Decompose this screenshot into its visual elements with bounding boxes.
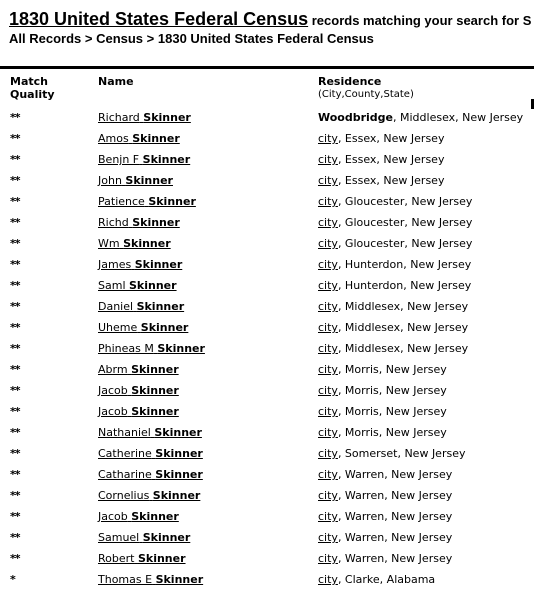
surname: Skinner: [132, 216, 180, 229]
table-row: [0, 405, 534, 426]
name-cell: [98, 468, 203, 481]
table-row: [0, 174, 534, 195]
surname: Skinner: [148, 195, 196, 208]
person-name-link[interactable]: [98, 573, 203, 586]
surname: Skinner: [129, 279, 177, 292]
given-name: James: [98, 258, 132, 271]
search-description: records matching your search for S: [308, 13, 532, 28]
breadcrumb-all-records[interactable]: All Records: [9, 31, 82, 46]
person-name-link[interactable]: [98, 468, 203, 481]
table-row: [0, 279, 534, 300]
table-row: [0, 195, 534, 216]
surname: Skinner: [152, 489, 201, 502]
name-cell: [98, 552, 186, 565]
city-link[interactable]: city: [318, 552, 338, 565]
table-row: [0, 216, 534, 237]
person-name-link[interactable]: [98, 132, 180, 145]
match-quality-stars: **: [10, 111, 20, 124]
surname: Skinner: [155, 573, 204, 586]
given-name: Catharine: [98, 468, 152, 481]
header-divider: [0, 66, 534, 69]
city-name: Woodbridge: [318, 111, 394, 124]
person-name-link[interactable]: [98, 510, 179, 523]
given-name: Wm: [98, 237, 120, 250]
city-link[interactable]: city: [318, 321, 338, 334]
given-name: Jacob: [98, 384, 128, 397]
page-title-link[interactable]: 1830 United States Federal Census: [9, 9, 309, 29]
residence-cell: [318, 300, 468, 313]
given-name: Catherine: [98, 447, 152, 460]
table-row: [0, 384, 534, 405]
surname: Skinner: [131, 405, 179, 418]
surname: Skinner: [131, 363, 179, 376]
residence-cell: [318, 342, 468, 355]
match-quality-stars: **: [10, 510, 20, 523]
person-name-link[interactable]: [98, 237, 171, 250]
residence-cell: [318, 447, 466, 460]
county-state: , Middlesex, New Jersey: [337, 300, 469, 313]
person-name-link[interactable]: [98, 321, 188, 334]
given-name: Daniel: [98, 300, 134, 313]
match-quality-stars: **: [10, 300, 20, 313]
name-cell: [98, 300, 184, 313]
city-link[interactable]: city: [318, 531, 338, 544]
person-name-link[interactable]: [98, 153, 190, 166]
county-state: , Essex, New Jersey: [337, 132, 445, 145]
county-state: , Warren, New Jersey: [337, 489, 453, 502]
name-cell: [98, 363, 179, 376]
name-cell: [98, 195, 196, 208]
given-name: Robert: [98, 552, 135, 565]
city-link[interactable]: city: [318, 279, 338, 292]
table-row: [0, 321, 534, 342]
name-cell: [98, 342, 205, 355]
surname: Skinner: [134, 258, 183, 271]
surname: Skinner: [132, 132, 180, 145]
city-link[interactable]: city: [318, 573, 338, 586]
match-quality-stars: **: [10, 132, 20, 145]
table-row: [0, 300, 534, 321]
surname: Skinner: [142, 153, 191, 166]
surname: Skinner: [123, 237, 171, 250]
county-state: , Middlesex, New Jersey: [337, 342, 469, 355]
name-cell: [98, 237, 171, 250]
county-state: , Morris, New Jersey: [337, 384, 447, 397]
breadcrumb: [9, 31, 534, 47]
table-row: [0, 510, 534, 531]
person-name-link[interactable]: [98, 174, 173, 187]
residence-cell: [318, 216, 472, 229]
city-link[interactable]: city: [318, 342, 338, 355]
match-quality-stars: **: [10, 258, 20, 271]
person-name-link[interactable]: [98, 216, 180, 229]
person-name-link[interactable]: [98, 342, 205, 355]
surname: Skinner: [154, 426, 202, 439]
county-state: , Somerset, New Jersey: [337, 447, 466, 460]
name-cell: [98, 174, 173, 187]
match-quality-stars: **: [10, 447, 20, 460]
name-cell: [98, 384, 179, 397]
match-quality-label-1: Match: [10, 75, 48, 88]
county-state: , Warren, New Jersey: [337, 531, 453, 544]
table-row: [0, 111, 534, 132]
table-row: [0, 531, 534, 552]
surname: Skinner: [131, 384, 179, 397]
table-row: [0, 552, 534, 573]
given-name: Richard: [98, 111, 140, 124]
table-row: [0, 363, 534, 384]
county-state: , Hunterdon, New Jersey: [337, 279, 472, 292]
column-header-match-quality: [10, 75, 55, 101]
match-quality-stars: **: [10, 489, 20, 502]
name-cell: [98, 153, 190, 166]
person-name-link[interactable]: [98, 489, 200, 502]
residence-cell: [318, 552, 452, 565]
county-state: , Middlesex, New Jersey: [337, 321, 469, 334]
person-name-link[interactable]: [98, 111, 191, 124]
table-row: [0, 258, 534, 279]
residence-cell: [318, 510, 452, 523]
county-state: , Warren, New Jersey: [337, 552, 453, 565]
match-quality-stars: **: [10, 384, 20, 397]
match-quality-stars: **: [10, 279, 20, 292]
residence-cell: [318, 363, 447, 376]
county-state: , Warren, New Jersey: [337, 468, 453, 481]
residence-label: Residence: [318, 75, 382, 88]
residence-cell: [318, 195, 472, 208]
match-quality-stars: **: [10, 405, 20, 418]
residence-cell: [318, 321, 468, 334]
page-header: [9, 9, 534, 47]
person-name-link[interactable]: [98, 195, 196, 208]
city-link[interactable]: city: [318, 363, 338, 376]
match-quality-stars: **: [10, 174, 20, 187]
breadcrumb-separator: >: [81, 31, 97, 46]
given-name: Jacob: [98, 405, 128, 418]
given-name: Patience: [98, 195, 145, 208]
city-link[interactable]: city: [318, 405, 338, 418]
title-line: [9, 9, 534, 31]
name-cell: [98, 405, 179, 418]
name-cell: [98, 510, 179, 523]
person-name-link[interactable]: [98, 300, 184, 313]
county-state: , Morris, New Jersey: [337, 426, 447, 439]
match-quality-stars: **: [10, 216, 20, 229]
column-header-residence: [318, 75, 414, 101]
residence-cell: [318, 174, 444, 187]
city-link[interactable]: city: [318, 237, 338, 250]
surname: Skinner: [155, 447, 203, 460]
match-quality-stars: **: [10, 321, 20, 334]
residence-cell: [318, 384, 447, 397]
match-quality-stars: **: [10, 195, 20, 208]
name-cell: [98, 279, 177, 292]
city-link[interactable]: city: [318, 216, 338, 229]
city-link[interactable]: city: [318, 174, 338, 187]
results-table-body: [0, 111, 534, 594]
table-row: [0, 342, 534, 363]
residence-cell: [318, 132, 444, 145]
table-row: [0, 426, 534, 447]
table-row: [0, 447, 534, 468]
surname: Skinner: [140, 321, 189, 334]
surname: Skinner: [137, 552, 186, 565]
residence-cell: [318, 258, 471, 271]
match-quality-stars: **: [10, 552, 20, 565]
residence-cell: [318, 111, 523, 124]
city-link[interactable]: city: [318, 195, 338, 208]
given-name: Abrm: [98, 363, 128, 376]
person-name-link[interactable]: [98, 552, 186, 565]
county-state: , Gloucester, New Jersey: [337, 195, 473, 208]
residence-cell: [318, 153, 444, 166]
county-state: , Morris, New Jersey: [337, 405, 447, 418]
surname: Skinner: [155, 468, 203, 481]
city-link[interactable]: city: [318, 447, 338, 460]
column-header-name: Name: [98, 75, 134, 88]
county-state: , Hunterdon, New Jersey: [337, 258, 472, 271]
given-name: Cornelius: [98, 489, 150, 502]
match-quality-stars: *: [10, 573, 15, 586]
given-name: Samuel: [98, 531, 140, 544]
city-link[interactable]: city: [318, 153, 338, 166]
match-quality-label-2: Quality: [10, 88, 55, 101]
given-name: Thomas E: [98, 573, 153, 586]
breadcrumb-census[interactable]: Census: [96, 31, 144, 46]
city-link[interactable]: city: [318, 300, 338, 313]
name-cell: [98, 132, 180, 145]
match-quality-stars: **: [10, 153, 20, 166]
table-row: [0, 468, 534, 489]
person-name-link[interactable]: [98, 363, 179, 376]
name-cell: [98, 573, 203, 586]
county-state: , Morris, New Jersey: [337, 363, 447, 376]
table-row: [0, 489, 534, 510]
match-quality-stars: **: [10, 342, 20, 355]
table-row: [0, 132, 534, 153]
residence-cell: [318, 531, 452, 544]
city-link[interactable]: city: [318, 384, 338, 397]
city-link[interactable]: city: [318, 468, 338, 481]
person-name-link[interactable]: [98, 531, 190, 544]
residence-cell: [318, 237, 472, 250]
person-name-link[interactable]: [98, 258, 182, 271]
residence-cell: [318, 279, 471, 292]
person-name-link[interactable]: [98, 426, 202, 439]
given-name: Phineas M: [98, 342, 154, 355]
name-cell: [98, 258, 182, 271]
residence-cell: [318, 405, 447, 418]
residence-cell: [318, 573, 435, 586]
breadcrumb-separator: >: [143, 31, 158, 46]
county-state: , Middlesex, New Jersey: [393, 111, 524, 124]
person-name-link[interactable]: [98, 405, 179, 418]
residence-cell: [318, 426, 447, 439]
given-name: John: [98, 174, 122, 187]
city-link[interactable]: city: [318, 489, 338, 502]
given-name: Uheme: [98, 321, 138, 334]
residence-cell: [318, 489, 452, 502]
table-row: [0, 573, 534, 594]
match-quality-stars: **: [10, 237, 20, 250]
given-name: Benjn F: [98, 153, 140, 166]
surname: Skinner: [125, 174, 173, 187]
match-quality-stars: **: [10, 363, 20, 376]
surname: Skinner: [143, 111, 191, 124]
breadcrumb-current: 1830 United States Federal Census: [157, 31, 374, 46]
surname: Skinner: [131, 510, 179, 523]
person-name-link[interactable]: [98, 447, 203, 460]
name-cell: [98, 426, 202, 439]
name-cell: [98, 216, 180, 229]
surname: Skinner: [157, 342, 205, 355]
county-state: , Essex, New Jersey: [337, 174, 445, 187]
name-cell: [98, 489, 200, 502]
match-quality-stars: **: [10, 468, 20, 481]
match-quality-stars: **: [10, 426, 20, 439]
city-link[interactable]: city: [318, 132, 338, 145]
county-state: , Warren, New Jersey: [337, 510, 453, 523]
table-row: [0, 153, 534, 174]
surname: Skinner: [142, 531, 191, 544]
given-name: Jacob: [98, 510, 128, 523]
given-name: Richd: [98, 216, 129, 229]
surname: Skinner: [136, 300, 185, 313]
given-name: Nathaniel: [98, 426, 151, 439]
person-name-link[interactable]: [98, 279, 177, 292]
city-link[interactable]: city: [318, 426, 338, 439]
match-quality-stars: **: [10, 531, 20, 544]
county-state: , Gloucester, New Jersey: [337, 216, 473, 229]
residence-cell: [318, 468, 452, 481]
person-name-link[interactable]: [98, 384, 179, 397]
city-link[interactable]: city: [318, 510, 338, 523]
county-state: , Gloucester, New Jersey: [337, 237, 473, 250]
given-name: Saml: [98, 279, 126, 292]
county-state: , Essex, New Jersey: [337, 153, 445, 166]
name-cell: [98, 111, 191, 124]
name-cell: [98, 321, 188, 334]
name-cell: [98, 447, 203, 460]
city-link[interactable]: city: [318, 258, 338, 271]
residence-sublabel: (City,County,State): [318, 89, 414, 100]
given-name: Amos: [98, 132, 129, 145]
county-state: , Clarke, Alabama: [337, 573, 436, 586]
name-cell: [98, 531, 190, 544]
table-row: [0, 237, 534, 258]
